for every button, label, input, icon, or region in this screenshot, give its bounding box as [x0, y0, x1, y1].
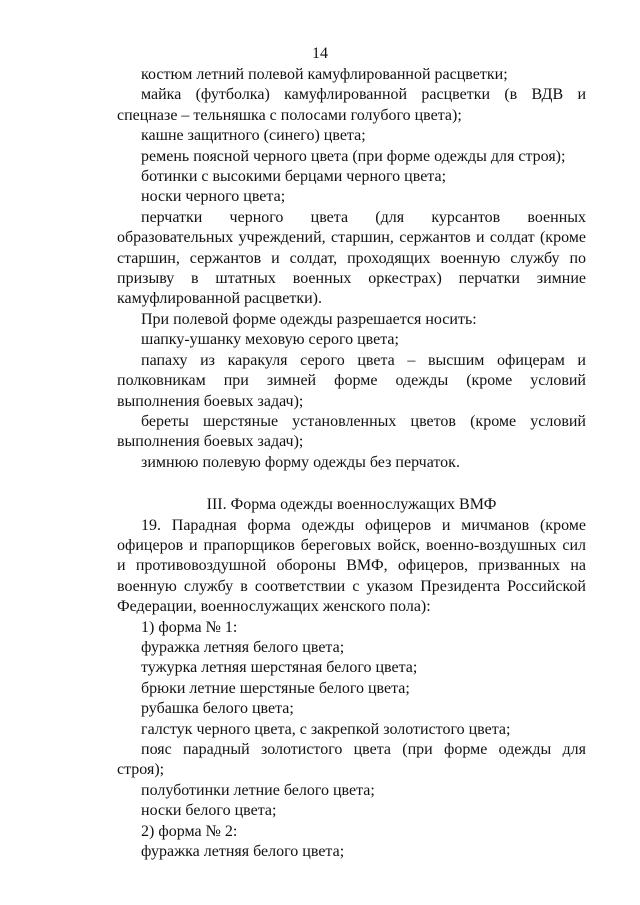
- page-number: 14: [312, 45, 328, 62]
- list-item-papakha: папаху из каракуля серого цвета – высшим офицерам и полковникам при зимней форме одежды (кроме условий выполнения боевых задач);: [117, 351, 586, 410]
- list-item-gloves: перчатки черного цвета (для курсантов военных образовательных учреждений, старшин, сержантов и солдат (кроме старшин, сержантов и солдат, проходящих военную службу по призыву в штатных военных оркестрах) перчатки зимние камуфлированной расцветки).: [117, 208, 586, 308]
- list-item-belt: ремень поясной черного цвета (при форме одежды для строя);: [141, 147, 566, 165]
- list-item-tie: галстук черного цвета, с закрепкой золотистого цвета;: [141, 720, 511, 738]
- list-item-scarf: кашне защитного (синего) цвета;: [141, 127, 366, 145]
- list-item-ushanka: шапку-ушанку меховую серого цвета;: [141, 331, 399, 349]
- list-item-winter-uniform: зимнюю полевую форму одежды без перчаток.: [141, 453, 460, 471]
- section-heading: III. Форма одежды военнослужащих ВМФ: [206, 496, 497, 514]
- list-item-cap: фуражка летняя белого цвета;: [141, 638, 345, 656]
- list-item-shirt: рубашка белого цвета;: [141, 700, 294, 718]
- list-item-jacket: тужурка летняя шерстяная белого цвета;: [141, 659, 418, 677]
- list-item-cap-2: фуражка летняя белого цвета;: [141, 843, 345, 861]
- list-item-trousers: брюки летние шерстяные белого цвета;: [141, 679, 410, 697]
- list-item-costume: костюм летний полевой камуфлированной расцветки;: [141, 66, 508, 83]
- list-item-socks: носки черного цвета;: [141, 188, 286, 206]
- form-1-heading: 1) форма № 1:: [141, 618, 238, 636]
- list-item-boots: ботинки с высокими берцами черного цвета;: [141, 168, 447, 186]
- list-item-shoes: полуботинки летние белого цвета;: [141, 781, 375, 799]
- document-body: [117, 65, 586, 862]
- list-item-white-socks: носки белого цвета;: [141, 802, 277, 820]
- paragraph-19: 19. Парадная форма одежды офицеров и мичманов (кроме офицеров и прапорщиков береговых войск, военно-воздушных сил и противовоздушной обороны ВМФ, офицеров, призванных на военную службу в соответствии с указом Президента Российской Федерации, военнослужащих женского пола):: [117, 516, 586, 616]
- list-item-tshirt: майка (футболка) камуфлированной расцветки (в ВДВ и спецназе – тельняшка с полосами голубого цвета);: [117, 86, 586, 124]
- form-2-heading: 2) форма № 2:: [141, 822, 238, 840]
- list-item-berets: береты шерстяные установленных цветов (кроме условий выполнения боевых задач);: [117, 412, 586, 451]
- field-uniform-allowed-intro: При полевой форме одежды разрешается носить:: [141, 310, 477, 328]
- list-item-parade-belt: пояс парадный золотистого цвета (при форме одежды для строя);: [117, 741, 586, 779]
